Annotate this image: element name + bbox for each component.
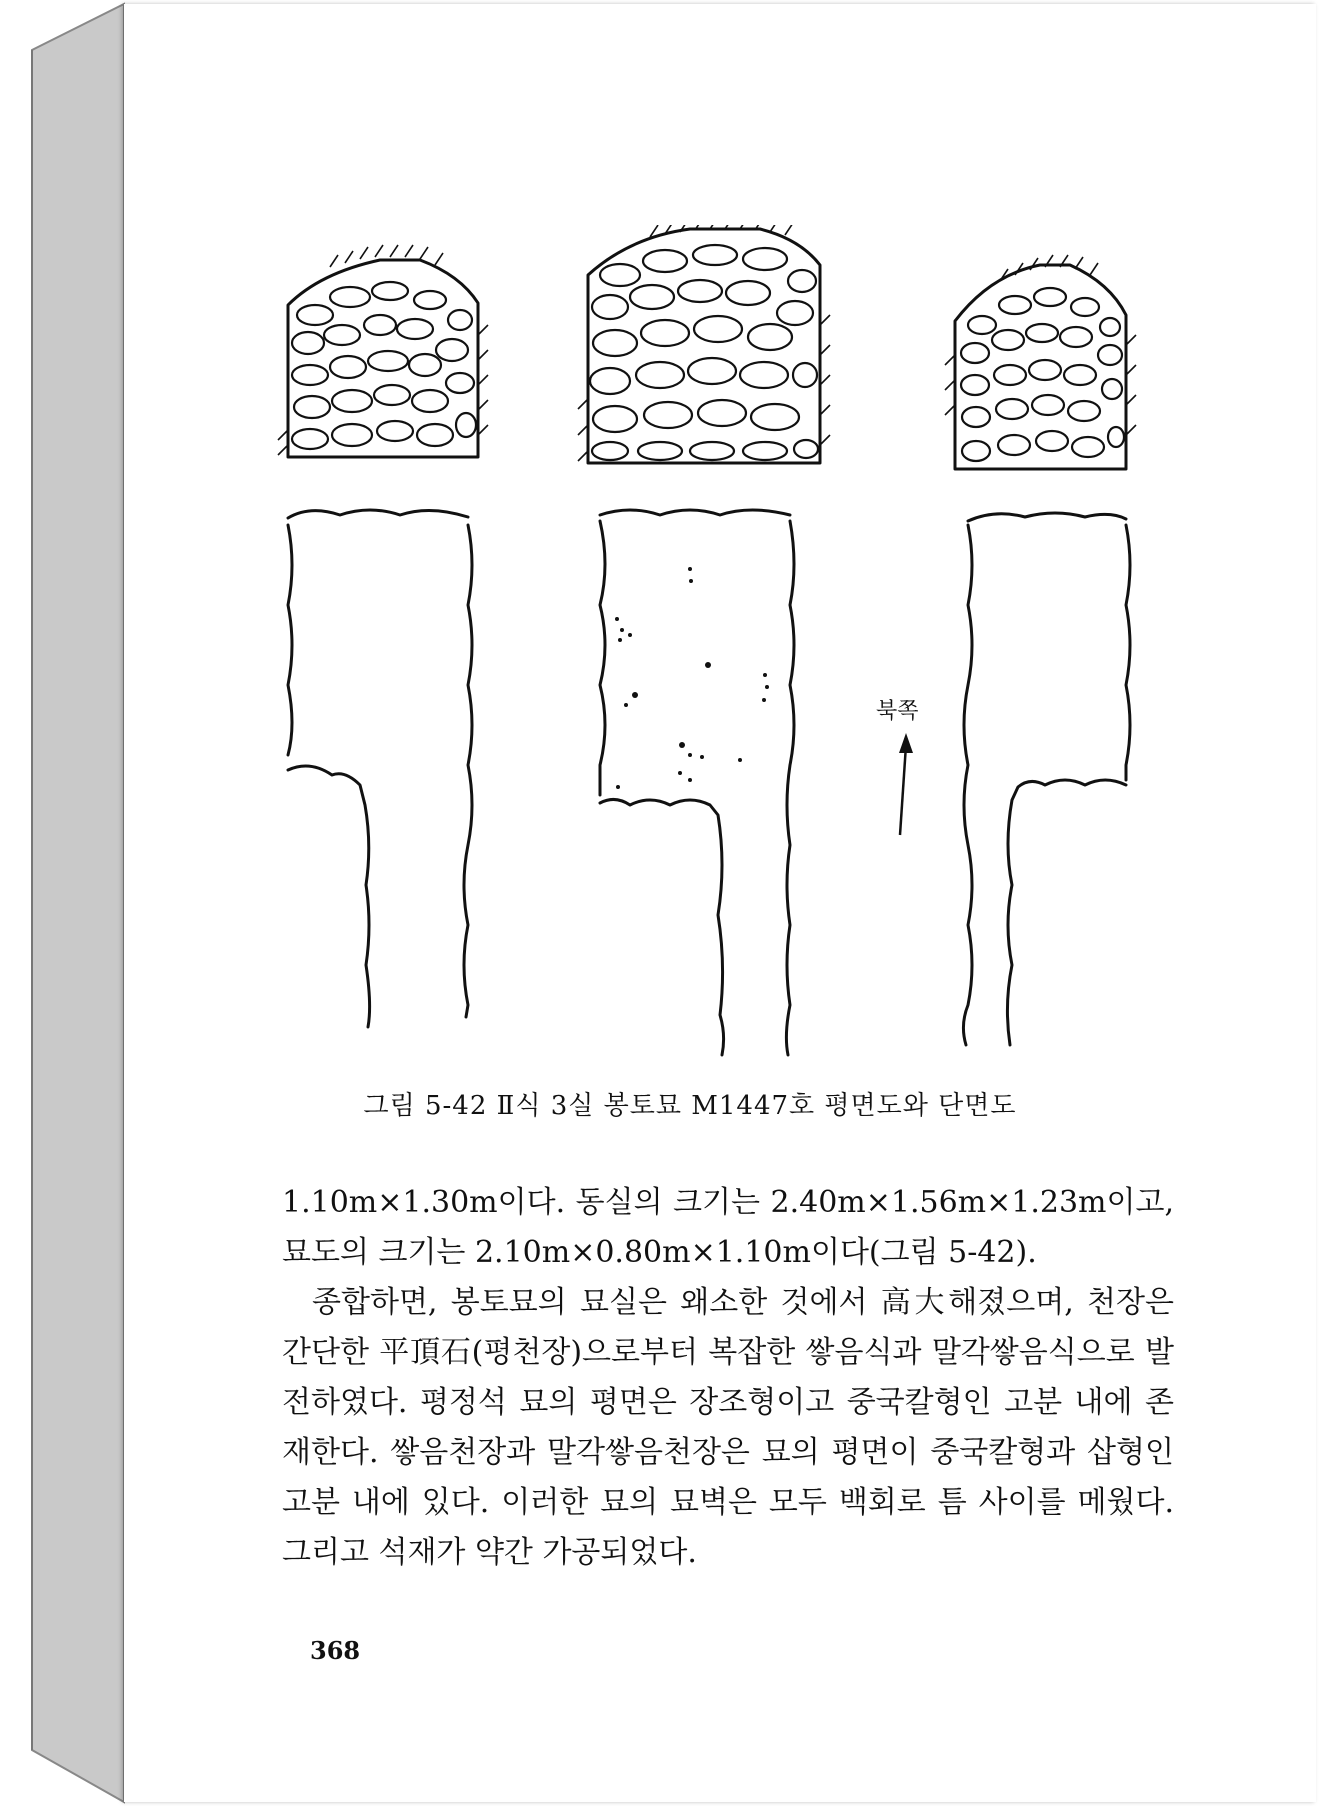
- paragraph-1: 1.10m×1.30m이다. 동실의 크기는 2.40m×1.56m×1.23m이고, 묘도의 크기는 2.10m×0.80m×1.10m이다(그림 5-42).: [282, 1185, 1174, 1270]
- page-number: 368: [310, 1636, 361, 1665]
- plan-drawing-right: [963, 513, 1130, 1045]
- tomb-plan-section-figure: [270, 225, 1200, 1065]
- section-drawing-middle: [578, 225, 830, 463]
- figure-caption: 그림 5-42 Ⅱ식 3실 봉토묘 M1447호 평면도와 단면도: [363, 1091, 1017, 1121]
- plan-drawing-left: [288, 510, 472, 1027]
- body-text: [282, 1178, 1174, 1578]
- north-label: 북쪽: [876, 699, 919, 724]
- section-drawing-left: [278, 245, 488, 457]
- section-drawing-right: [945, 255, 1136, 469]
- plan-drawing-middle: [600, 510, 794, 1055]
- paragraph-2: 종합하면, 봉토묘의 묘실은 왜소한 것에서 高大해졌으며, 천장은 간단한 平頂石(평천장)으로부터 복잡한 쌓음식과 말각쌓음식으로 발전하였다. 평정석 묘의 평면은 장조형이고 중국칼형인 고분 내에 존재한다. 쌓음천장과 말각쌓음천장은 묘의 평면이 중국칼형과 삽형인 고분 내에 있다. 이러한 묘의 묘벽은 모두 백회로 틈 사이를 메웠다. 그리고 석재가 약간 가공되었다.: [282, 1285, 1174, 1570]
- north-arrow: [899, 733, 913, 835]
